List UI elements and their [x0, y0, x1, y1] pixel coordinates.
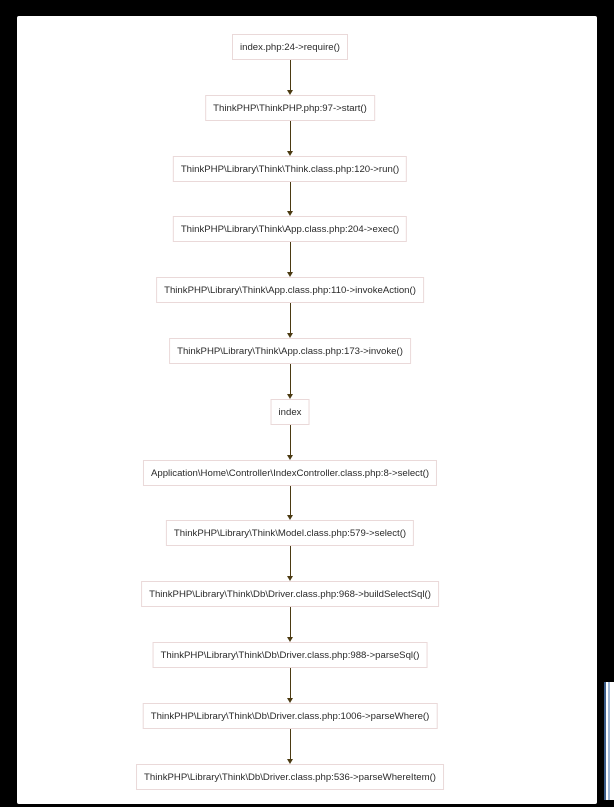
arrow-shaft	[290, 182, 291, 212]
flow-arrow	[285, 668, 295, 703]
arrow-head-icon	[287, 455, 293, 460]
arrow-head-icon	[287, 637, 293, 642]
call-step-node: ThinkPHP\Library\Think\App.class.php:204->exec()	[173, 216, 407, 242]
arrow-head-icon	[287, 515, 293, 520]
call-step-node: ThinkPHP\Library\Think\Db\Driver.class.php:968->buildSelectSql()	[141, 581, 439, 607]
flow-arrow	[285, 729, 295, 764]
flow-arrow	[285, 121, 295, 156]
flow-arrow	[285, 242, 295, 277]
flow-arrow	[285, 425, 295, 460]
call-step-node: Application\Home\Controller\IndexController.class.php:8->select()	[143, 460, 437, 486]
call-step-node: index	[271, 399, 310, 425]
arrow-head-icon	[287, 333, 293, 338]
arrow-shaft	[290, 486, 291, 516]
flow-arrow	[285, 182, 295, 216]
call-step-node: index.php:24->require()	[232, 34, 348, 60]
call-step-node: ThinkPHP\Library\Think\Db\Driver.class.php:1006->parseWhere()	[143, 703, 438, 729]
call-step-node: ThinkPHP\Library\Think\Db\Driver.class.php:536->parseWhereItem()	[136, 764, 444, 790]
window-edge-decoration	[604, 682, 614, 800]
arrow-shaft	[290, 303, 291, 334]
flow-arrow	[285, 364, 295, 399]
call-step-node: ThinkPHP\Library\Think\App.class.php:110->invokeAction()	[156, 277, 424, 303]
arrow-shaft	[290, 121, 291, 152]
call-step-node: ThinkPHP\ThinkPHP.php:97->start()	[205, 95, 375, 121]
flow-arrow	[285, 607, 295, 642]
arrow-shaft	[290, 607, 291, 638]
call-step-node: ThinkPHP\Library\Think\App.class.php:173->invoke()	[169, 338, 411, 364]
call-step-node: ThinkPHP\Library\Think\Model.class.php:579->select()	[166, 520, 414, 546]
call-stack-diagram	[17, 16, 597, 804]
arrow-head-icon	[287, 759, 293, 764]
call-step-node: ThinkPHP\Library\Think\Db\Driver.class.php:988->parseSql()	[153, 642, 428, 668]
arrow-shaft	[290, 242, 291, 273]
arrow-head-icon	[287, 394, 293, 399]
arrow-shaft	[290, 364, 291, 395]
arrow-head-icon	[287, 698, 293, 703]
flow-arrow	[285, 486, 295, 520]
arrow-head-icon	[287, 576, 293, 581]
flow-arrow	[285, 303, 295, 338]
arrow-shaft	[290, 546, 291, 577]
arrow-shaft	[290, 668, 291, 699]
arrow-head-icon	[287, 151, 293, 156]
call-step-node: ThinkPHP\Library\Think\Think.class.php:120->run()	[173, 156, 407, 182]
flow-arrow	[285, 60, 295, 95]
arrow-shaft	[290, 60, 291, 91]
arrow-shaft	[290, 729, 291, 760]
arrow-shaft	[290, 425, 291, 456]
arrow-head-icon	[287, 272, 293, 277]
arrow-head-icon	[287, 211, 293, 216]
flow-arrow	[285, 546, 295, 581]
arrow-head-icon	[287, 90, 293, 95]
